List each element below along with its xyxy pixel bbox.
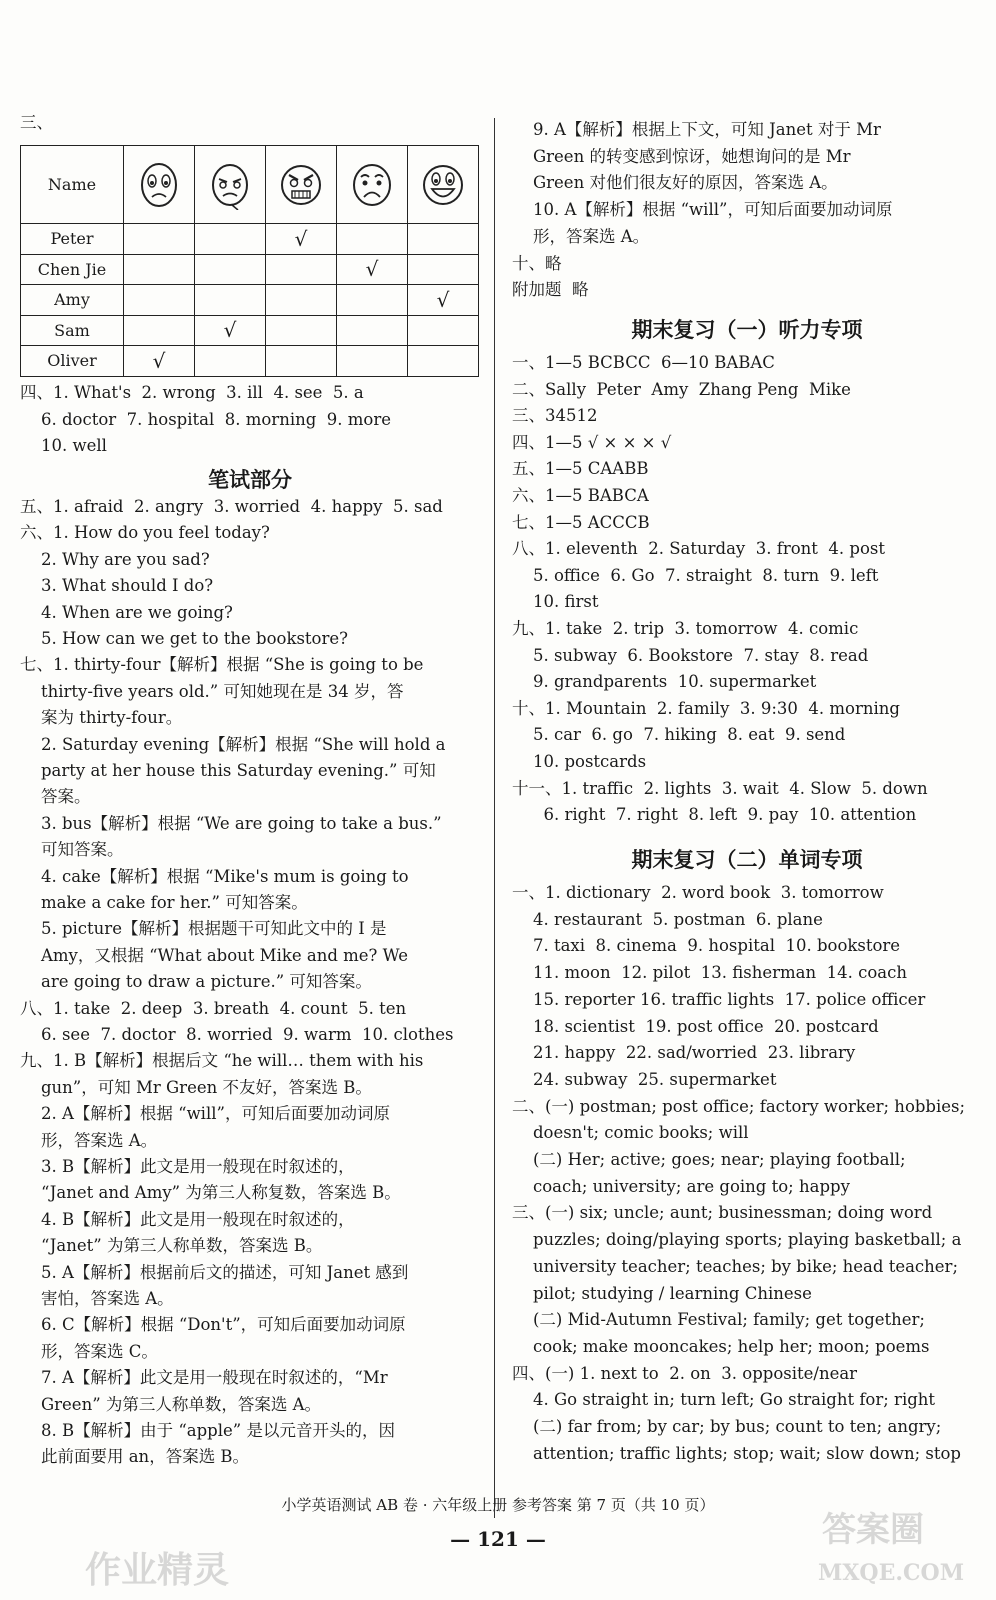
- student-name: Peter: [21, 224, 124, 255]
- answer-line: pilot; studying / learning Chinese: [512, 1283, 812, 1303]
- answer-line: 11. moon 12. pilot 13. fisherman 14. coach: [512, 963, 907, 983]
- answer-line: 二、Sally Peter Amy Zhang Peng Mike: [512, 379, 851, 399]
- answer-line: 7. A【解析】此文是用一般现在时叙述的，“Mr: [20, 1368, 388, 1388]
- answer-line: 5. subway 6. Bookstore 7. stay 8. read: [512, 645, 869, 665]
- answer-line: 8. B【解析】由于 “apple” 是以元音开头的，因: [20, 1421, 395, 1440]
- answer-line: 五、1—5 CAABB: [512, 459, 649, 479]
- mark-cell: [124, 224, 195, 255]
- answer-line: 5. How can we get to the bookstore?: [20, 629, 348, 648]
- answer-line: are going to draw a picture.” 可知答案。: [20, 972, 372, 992]
- answer-line: 形，答案选 A。: [20, 1130, 158, 1150]
- check-mark: √: [365, 257, 379, 282]
- answer-line: 2. Saturday evening【解析】根据 “She will hold a: [20, 734, 446, 754]
- answer-line: “Janet” 为第三人称单数，答案选 B。: [20, 1236, 323, 1256]
- answer-line: 2. Why are you sad?: [20, 549, 210, 569]
- review-1-title: 期末复习（一）听力专项: [631, 318, 863, 342]
- answer-line: 十、1. Mountain 2. family 3. 9:30 4. morning: [512, 698, 900, 718]
- answer-line: 4. When are we going?: [20, 602, 233, 622]
- answer-line: party at her house this Saturday evening.” 可知: [20, 761, 436, 780]
- answer-line: Amy，又根据 “What about Mike and me? We: [20, 945, 409, 965]
- column-divider: [494, 118, 495, 1518]
- answer-line: 此前面要用 an，答案选 B。: [20, 1447, 250, 1467]
- answer-line: 4. B【解析】此文是用一般现在时叙述的，: [20, 1209, 355, 1229]
- answer-line: 九、1. B【解析】根据后文 “he will… them with his: [20, 1051, 424, 1071]
- answer-line: 九、1. take 2. trip 3. tomorrow 4. comic: [512, 619, 859, 638]
- answer-line: 21. happy 22. sad/worried 23. library: [512, 1043, 856, 1063]
- answer-line: (二) far from; by car; by bus; count to ten; angry;: [512, 1417, 942, 1436]
- answer-line: 7. taxi 8. cinema 9. hospital 10. bookstore: [512, 936, 901, 956]
- answer-line: 七、1. thirty-four【解析】根据 “She is going to be: [20, 655, 424, 675]
- table-row: [21, 315, 479, 346]
- answer-line: 案为 thirty-four。: [20, 708, 183, 728]
- face-cell: [266, 146, 337, 224]
- answer-line: 形，答案选 C。: [20, 1341, 158, 1361]
- answer-line: 5. car 6. go 7. hiking 8. eat 9. send: [512, 725, 846, 745]
- mark-cell: [337, 224, 408, 255]
- watermark-right: 答案圈: [822, 1510, 924, 1550]
- answer-line: 6. right 7. right 8. left 9. pay 10. attention: [512, 805, 917, 825]
- answer-line: 八、1. take 2. deep 3. breath 4. count 5. ten: [20, 998, 407, 1018]
- answer-line: university teacher; teaches; by bike; head teacher;: [512, 1256, 958, 1276]
- happy-face-icon: [421, 160, 465, 210]
- answer-line: 四、(一) 1. next to 2. on 3. opposite/near: [512, 1363, 858, 1383]
- table-header-name: Name: [21, 146, 124, 224]
- face-cell: [408, 146, 479, 224]
- answer-line: 6. doctor 7. hospital 8. morning 9. more: [20, 409, 391, 429]
- answer-line: gun”，可知 Mr Green 不友好，答案选 B。: [20, 1077, 372, 1097]
- answer-line: 3. What should I do?: [20, 576, 214, 596]
- mark-cell: [337, 346, 408, 377]
- mark-cell: [195, 285, 266, 316]
- student-name: Oliver: [21, 346, 124, 377]
- check-mark: √: [223, 318, 237, 343]
- answer-line: (二) Her; active; goes; near; playing football;: [512, 1150, 906, 1169]
- answer-line: Green 对他们很友好的原因，答案选 A。: [512, 173, 838, 193]
- answer-line: 六、1. How do you feel today?: [20, 523, 270, 543]
- answer-line: 4. restaurant 5. postman 6. plane: [512, 909, 823, 929]
- answer-line: 四、1. What's 2. wrong 3. ill 4. see 5. a: [20, 383, 364, 402]
- mark-cell: [408, 254, 479, 285]
- mark-cell: [266, 315, 337, 346]
- answer-line: 八、1. eleventh 2. Saturday 3. front 4. post: [512, 539, 885, 559]
- answer-line: 形，答案选 A。: [512, 226, 650, 246]
- review-2-title: 期末复习（二）单词专项: [631, 848, 863, 872]
- student-name: Chen Jie: [21, 254, 124, 285]
- angry-face-icon: [279, 160, 323, 210]
- student-name: Amy: [21, 285, 124, 316]
- answer-line: 10. A【解析】根据 “will”，可知后面要加动词原: [512, 200, 893, 220]
- answer-line: 6. C【解析】根据 “Don't”，可知后面要加动词原: [20, 1315, 406, 1335]
- answer-line: 10. well: [20, 436, 107, 455]
- answer-line: 答案。: [20, 787, 91, 807]
- answer-line: 5. picture【解析】根据题干可知此文中的 I 是: [20, 919, 387, 939]
- answer-line: 一、1—5 BCBCC 6—10 BABAC: [512, 353, 775, 372]
- sad-face-icon: [208, 160, 252, 210]
- mark-cell: [408, 315, 479, 346]
- answer-line: 4. Go straight in; turn left; Go straight for; right: [512, 1390, 936, 1410]
- answer-line: attention; traffic lights; stop; wait; slow down; stop: [512, 1443, 961, 1463]
- answer-line: 二、(一) postman; post office; factory worker; hobbies;: [512, 1096, 966, 1116]
- answer-line: cook; make mooncakes; help her; moon; poems: [512, 1336, 930, 1356]
- check-mark: √: [436, 287, 450, 312]
- answer-line: 七、1—5 ACCCB: [512, 512, 650, 532]
- mark-cell: [337, 315, 408, 346]
- answer-line: puzzles; doing/playing sports; playing basketball; a: [512, 1230, 962, 1250]
- mark-cell: [195, 224, 266, 255]
- face-cell: [337, 146, 408, 224]
- answer-line: 四、1—5 √ × × × √: [512, 432, 672, 452]
- mark-cell: [337, 285, 408, 316]
- mark-cell: [266, 346, 337, 377]
- answer-line: 4. cake【解析】根据 “Mike's mum is going to: [20, 866, 409, 886]
- check-mark: √: [294, 226, 308, 251]
- mark-cell: [337, 254, 408, 285]
- mark-cell: [124, 315, 195, 346]
- mark-cell: [195, 346, 266, 377]
- feelings-table: [20, 145, 479, 377]
- answer-line: 2. A【解析】根据 “will”，可知后面要加动词原: [20, 1104, 390, 1124]
- mark-cell: [408, 224, 479, 255]
- answer-line: coach; university; are going to; happy: [512, 1176, 850, 1196]
- answer-line: 五、1. afraid 2. angry 3. worried 4. happy 5. sad: [20, 497, 443, 516]
- mark-cell: [124, 346, 195, 377]
- page-number: — 121 —: [450, 1527, 546, 1551]
- mark-cell: [266, 224, 337, 255]
- mark-cell: [124, 254, 195, 285]
- written-section-title: 笔试部分: [208, 468, 292, 492]
- table-row: [21, 254, 479, 285]
- answer-line: “Janet and Amy” 为第三人称复数，答案选 B。: [20, 1183, 401, 1203]
- mark-cell: [266, 285, 337, 316]
- answer-line: 6. see 7. doctor 8. worried 9. warm 10. clothes: [20, 1025, 454, 1044]
- answer-line: thirty-five years old.” 可知她现在是 34 岁，答: [20, 681, 404, 701]
- mark-cell: [266, 254, 337, 285]
- answer-line: 害怕，答案选 A。: [20, 1289, 174, 1308]
- upset-face-icon: [350, 160, 394, 210]
- answer-line: 十一、1. traffic 2. lights 3. wait 4. Slow 5. down: [512, 778, 928, 798]
- answer-line: 一、1. dictionary 2. word book 3. tomorrow: [512, 883, 884, 902]
- answer-line: 18. scientist 19. post office 20. postcard: [512, 1016, 879, 1036]
- answer-line: 可知答案。: [20, 840, 124, 860]
- mark-cell: [408, 285, 479, 316]
- section-3-label: 三、: [20, 113, 53, 132]
- answer-line: 附加题 略: [512, 280, 589, 300]
- watermark-left: 作业精灵: [85, 1549, 230, 1591]
- answer-line: 三、(一) six; uncle; aunt; businessman; doing word: [512, 1203, 933, 1223]
- worried-face-icon: [137, 160, 181, 210]
- answer-line: 5. A【解析】根据前后文的描述，可知 Janet 感到: [20, 1262, 409, 1282]
- answer-line: 10. first: [512, 592, 599, 612]
- check-mark: √: [152, 348, 166, 373]
- watermark-url: MXQE.COM: [818, 1560, 965, 1586]
- answer-line: 15. reporter 16. traffic lights 17. police officer: [512, 989, 926, 1009]
- answer-line: 3. bus【解析】根据 “We are going to take a bus.”: [20, 813, 442, 833]
- answer-line: 5. office 6. Go 7. straight 8. turn 9. left: [512, 565, 879, 585]
- answer-line: 十、略: [512, 253, 562, 273]
- answer-line: doesn't; comic books; will: [512, 1123, 749, 1143]
- mark-cell: [195, 315, 266, 346]
- answer-line: Green 的转变感到惊讶，她想询问的是 Mr: [512, 146, 851, 166]
- face-cell: [195, 146, 266, 224]
- mark-cell: [195, 254, 266, 285]
- table-row: [21, 285, 479, 316]
- answer-line: 10. postcards: [512, 752, 647, 771]
- answer-line: Green” 为第三人称单数，答案选 A。: [20, 1394, 322, 1414]
- page-footer: 小学英语测试 AB 卷 · 六年级上册 参考答案 第 7 页（共 10 页）: [281, 1496, 715, 1514]
- answer-line: (二) Mid-Autumn Festival; family; get together;: [512, 1310, 925, 1330]
- student-name: Sam: [21, 315, 124, 346]
- answer-line: 24. subway 25. supermarket: [512, 1069, 777, 1089]
- face-cell: [124, 146, 195, 224]
- answer-line: 3. B【解析】此文是用一般现在时叙述的，: [20, 1157, 355, 1176]
- mark-cell: [408, 346, 479, 377]
- answer-line: 三、34512: [512, 406, 598, 426]
- mark-cell: [124, 285, 195, 316]
- table-row: [21, 346, 479, 377]
- answer-line: 9. A【解析】根据上下文，可知 Janet 对于 Mr: [512, 120, 881, 139]
- answer-line: make a cake for her.” 可知答案。: [20, 893, 308, 912]
- table-row: [21, 224, 479, 255]
- answer-line: 六、1—5 BABCA: [512, 486, 649, 505]
- answer-line: 9. grandparents 10. supermarket: [512, 672, 817, 692]
